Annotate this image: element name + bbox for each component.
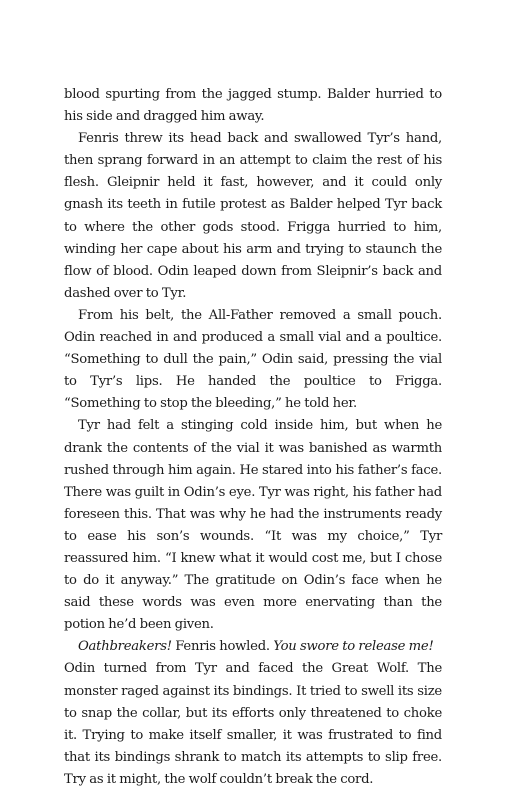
paragraph-4: Tyr had felt a stinging cold inside him, but when he drank the contents of the vial it was banished as warmth rushed through him again. He stared into his father’s face. There was guilt in Odin’s eye. Tyr was right, his father had foreseen this. That was why he had the instruments ready to ease his son’s wounds. “It was my choice,” Tyr reassured him. “I knew what it would cost me, but I chose to do it anyway.” The gratitude on Odin’s face when he said these words was even more enervating than the potion he’d been given. bbox=[64, 418, 442, 633]
fenris-howled-text: Fenris howled. bbox=[171, 639, 274, 655]
you-swore-exclamation: You swore to release me! bbox=[273, 639, 434, 655]
book-page-text bbox=[64, 84, 442, 791]
oathbreakers-exclamation: Oathbreakers! bbox=[78, 639, 172, 655]
paragraph-2: Fenris threw its head back and swallowed Tyr’s hand, then sprang forward in an attempt to claim the rest of his flesh. Gleipnir held it fast, however, and it could only gnash its teeth in futile protest as Balder helped Tyr back to where the other gods stood. Frigga hurried to him, winding her cape about his arm and trying to staunch the flow of blood. Odin leaped down from Sleipnir’s back and dashed over to Tyr. bbox=[64, 131, 442, 301]
paragraph-5 bbox=[64, 636, 442, 658]
paragraph-1: blood spurting from the jagged stump. Balder hurried to his side and dragged him away. bbox=[64, 87, 442, 125]
paragraph-6: Odin turned from Tyr and faced the Great Wolf. The monster raged against its bindings. It tried to swell its size to snap the collar, but its efforts only threatened to choke it. Trying to make itself smaller, it was frustrated to find that its bindings shrank to match its attempts to slip free. Try as it might, the wolf couldn’t break the cord. bbox=[64, 661, 442, 787]
paragraph-3: From his belt, the All-Father removed a small pouch. Odin reached in and produced a small vial and a poultice. “Something to dull the pain,” Odin said, pressing the vial to Tyr’s lips. He handed the poultice to Frigga. “Something to stop the bleeding,” he told her. bbox=[64, 307, 442, 412]
